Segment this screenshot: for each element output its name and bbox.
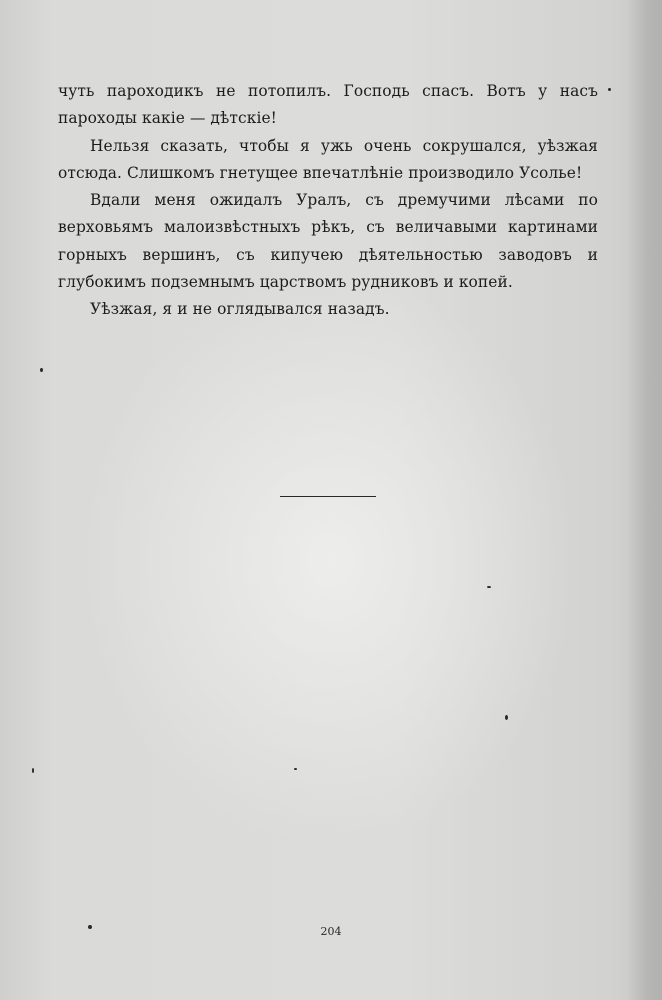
ink-speck: [505, 715, 508, 720]
ink-speck: [487, 586, 491, 588]
body-text: [58, 78, 598, 324]
page-number: 204: [320, 925, 342, 938]
ink-speck: [294, 768, 297, 770]
section-divider: [280, 496, 376, 497]
paragraph-2: Нельзя сказать, чтобы я ужь очень сокрушался, уѣзжая отсюда. Слишкомъ гнетущее впечатлѣніе производило Усолье!: [58, 136, 598, 182]
ink-speck: [608, 88, 611, 91]
ink-speck: [88, 925, 92, 929]
paragraph-1: чуть пароходикъ не потопилъ. Господь спасъ. Вотъ у насъ пароходы какіе — дѣтскіе!: [58, 82, 598, 128]
ink-speck: [40, 368, 43, 372]
ink-speck: [32, 768, 34, 773]
page-edge-shadow: [628, 0, 662, 1000]
paragraph-4: Уѣзжая, я и не оглядывался назадъ.: [90, 300, 390, 319]
paragraph-3: Вдали меня ожидалъ Уралъ, съ дремучими лѣсами по верховьямъ малоизвѣстныхъ рѣкъ, съ величавыми картинами горныхъ вершинъ, съ кипучею дѣятельностью заводовъ и глубокимъ подземнымъ царствомъ рудниковъ и копей.: [58, 191, 598, 292]
